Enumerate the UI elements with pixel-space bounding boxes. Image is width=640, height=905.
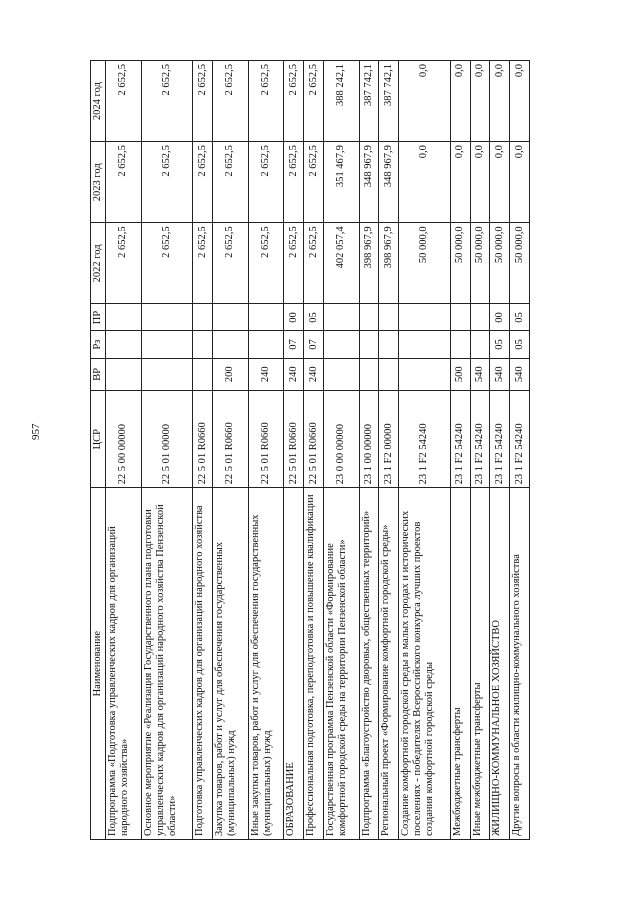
header-csr: ЦСР [91,391,106,488]
cell-vr: 500 [450,358,470,390]
cell-2022: 2 652,5 [284,223,304,304]
cell-name: Подпрограмма «Подготовка управленческих кадров для организаций народного хозяйства» [106,488,142,840]
page-number: 957 [30,423,42,440]
cell-2022: 50 000,0 [399,223,451,304]
cell-csr: 22 5 00 00000 [106,391,142,488]
table-row [399,61,451,840]
cell-rz [248,331,284,358]
cell-csr: 22 5 01 R0660 [212,391,248,488]
cell-2024: 0,0 [470,61,490,142]
header-name: Наименование [91,488,106,840]
cell-name: Создание комфортной городской среды в малых городах и исторических поселениях - победителях Всероссийского конкурса лучших проектов создания комфортной городской среды [399,488,451,840]
table-row [379,61,399,840]
cell-2022: 2 652,5 [141,223,193,304]
cell-rz [359,331,379,358]
cell-rz [193,331,213,358]
cell-vr: 540 [490,358,510,390]
cell-2023: 2 652,5 [248,142,284,223]
cell-2022: 50 000,0 [490,223,510,304]
cell-2023: 2 652,5 [304,142,324,223]
cell-vr [379,358,399,390]
cell-pr [399,304,451,331]
cell-2024: 387 742,1 [359,61,379,142]
cell-2022: 398 967,9 [379,223,399,304]
cell-csr: 23 1 F2 00000 [379,391,399,488]
cell-2022: 2 652,5 [248,223,284,304]
cell-2024: 388 242,1 [323,61,359,142]
cell-name: Подпрограмма «Благоустройство дворовых, общественных территорий» [359,488,379,840]
cell-2023: 2 652,5 [193,142,213,223]
cell-rz: 05 [490,331,510,358]
cell-rz [450,331,470,358]
cell-pr [212,304,248,331]
cell-2023: 0,0 [490,142,510,223]
cell-csr: 23 1 F2 54240 [510,391,530,488]
cell-2024: 2 652,5 [304,61,324,142]
table-row [284,61,304,840]
table-row [248,61,284,840]
cell-2023: 2 652,5 [141,142,193,223]
cell-2024: 2 652,5 [106,61,142,142]
cell-rz [470,331,490,358]
cell-csr: 23 1 F2 54240 [470,391,490,488]
cell-name: Иные межбюджетные трансферты [470,488,490,840]
table-row [510,61,530,840]
cell-csr: 23 1 F2 54240 [399,391,451,488]
cell-csr: 23 1 00 00000 [359,391,379,488]
cell-2024: 0,0 [399,61,451,142]
cell-rz [379,331,399,358]
cell-pr: 00 [490,304,510,331]
cell-2023: 0,0 [450,142,470,223]
cell-2024: 2 652,5 [248,61,284,142]
cell-2024: 0,0 [450,61,470,142]
cell-2024: 0,0 [490,61,510,142]
cell-rz [323,331,359,358]
cell-pr: 00 [284,304,304,331]
cell-name: Подготовка управленческих кадров для организаций народного хозяйства [193,488,213,840]
cell-rz: 07 [284,331,304,358]
cell-2024: 387 742,1 [379,61,399,142]
cell-2022: 2 652,5 [193,223,213,304]
header-2024: 2024 год [91,61,106,142]
cell-name: ЖИЛИЩНО-КОММУНАЛЬНОЕ ХОЗЯЙСТВО [490,488,510,840]
cell-csr: 22 5 01 R0660 [193,391,213,488]
cell-pr [248,304,284,331]
cell-pr [379,304,399,331]
table-row [490,61,510,840]
cell-rz: 07 [304,331,324,358]
cell-csr: 23 1 F2 54240 [450,391,470,488]
cell-2023: 0,0 [470,142,490,223]
cell-2024: 2 652,5 [193,61,213,142]
cell-2023: 348 967,9 [359,142,379,223]
cell-2022: 2 652,5 [212,223,248,304]
cell-pr [470,304,490,331]
table-row [304,61,324,840]
header-2022: 2022 год [91,223,106,304]
cell-csr: 23 0 00 00000 [323,391,359,488]
header-2023: 2023 год [91,142,106,223]
table-row [450,61,470,840]
table-row [323,61,359,840]
header-vr: ВР [91,358,106,390]
cell-name: Закупка товаров, работ и услуг для обеспечения государственных (муниципальных) нужд [212,488,248,840]
table-body [106,61,530,840]
cell-vr [141,358,193,390]
cell-name: Региональный проект «Формирование комфортной городской среды» [379,488,399,840]
cell-vr [399,358,451,390]
cell-vr: 240 [248,358,284,390]
cell-2023: 0,0 [510,142,530,223]
table-row [106,61,142,840]
cell-name: Профессиональная подготовка, переподготовка и повышение квалификации [304,488,324,840]
cell-pr [450,304,470,331]
cell-csr: 23 1 F2 54240 [490,391,510,488]
cell-2022: 2 652,5 [106,223,142,304]
cell-pr [141,304,193,331]
cell-vr [359,358,379,390]
cell-vr: 240 [304,358,324,390]
cell-2024: 2 652,5 [141,61,193,142]
budget-table [90,60,530,840]
cell-vr: 540 [510,358,530,390]
cell-name: Иные закупки товаров, работ и услуг для обеспечения государственных (муниципальных) нужд [248,488,284,840]
cell-rz [399,331,451,358]
cell-csr: 22 5 01 00000 [141,391,193,488]
header-pr: ПР [91,304,106,331]
cell-vr [193,358,213,390]
cell-vr: 200 [212,358,248,390]
cell-name: Другие вопросы в области жилищно-коммунального хозяйства [510,488,530,840]
cell-csr: 22 5 01 R0660 [248,391,284,488]
cell-rz [212,331,248,358]
cell-2022: 50 000,0 [450,223,470,304]
cell-pr: 05 [304,304,324,331]
table-row [193,61,213,840]
table-row [470,61,490,840]
table-row [212,61,248,840]
cell-2022: 50 000,0 [510,223,530,304]
cell-csr: 22 5 01 R0660 [304,391,324,488]
cell-2023: 2 652,5 [284,142,304,223]
cell-name: Межбюджетные трансферты [450,488,470,840]
cell-2023: 2 652,5 [212,142,248,223]
header-rz: Рз [91,331,106,358]
cell-2022: 402 057,4 [323,223,359,304]
cell-name: Государственная программа Пензенской области «Формирование комфортной городской среды на территории Пензенской области» [323,488,359,840]
cell-name: ОБРАЗОВАНИЕ [284,488,304,840]
cell-2023: 2 652,5 [106,142,142,223]
cell-vr [106,358,142,390]
cell-pr [323,304,359,331]
cell-rz: 05 [510,331,530,358]
cell-vr: 540 [470,358,490,390]
cell-2022: 2 652,5 [304,223,324,304]
cell-vr: 240 [284,358,304,390]
cell-rz [141,331,193,358]
cell-rz [106,331,142,358]
cell-vr [323,358,359,390]
cell-pr [359,304,379,331]
cell-name: Основное мероприятие «Реализация Государственного плана подготовки управленческих кадров для организаций народного хозяйства Пензенской области» [141,488,193,840]
cell-2024: 0,0 [510,61,530,142]
cell-2022: 398 967,9 [359,223,379,304]
cell-2023: 0,0 [399,142,451,223]
cell-pr [193,304,213,331]
table-header-row [91,61,106,840]
cell-2022: 50 000,0 [470,223,490,304]
cell-2023: 351 467,9 [323,142,359,223]
cell-csr: 22 5 01 R0660 [284,391,304,488]
cell-2024: 2 652,5 [284,61,304,142]
rotated-table-container [90,60,530,840]
cell-pr [106,304,142,331]
cell-2024: 2 652,5 [212,61,248,142]
table-row [359,61,379,840]
cell-2023: 348 967,9 [379,142,399,223]
cell-pr: 05 [510,304,530,331]
table-row [141,61,193,840]
